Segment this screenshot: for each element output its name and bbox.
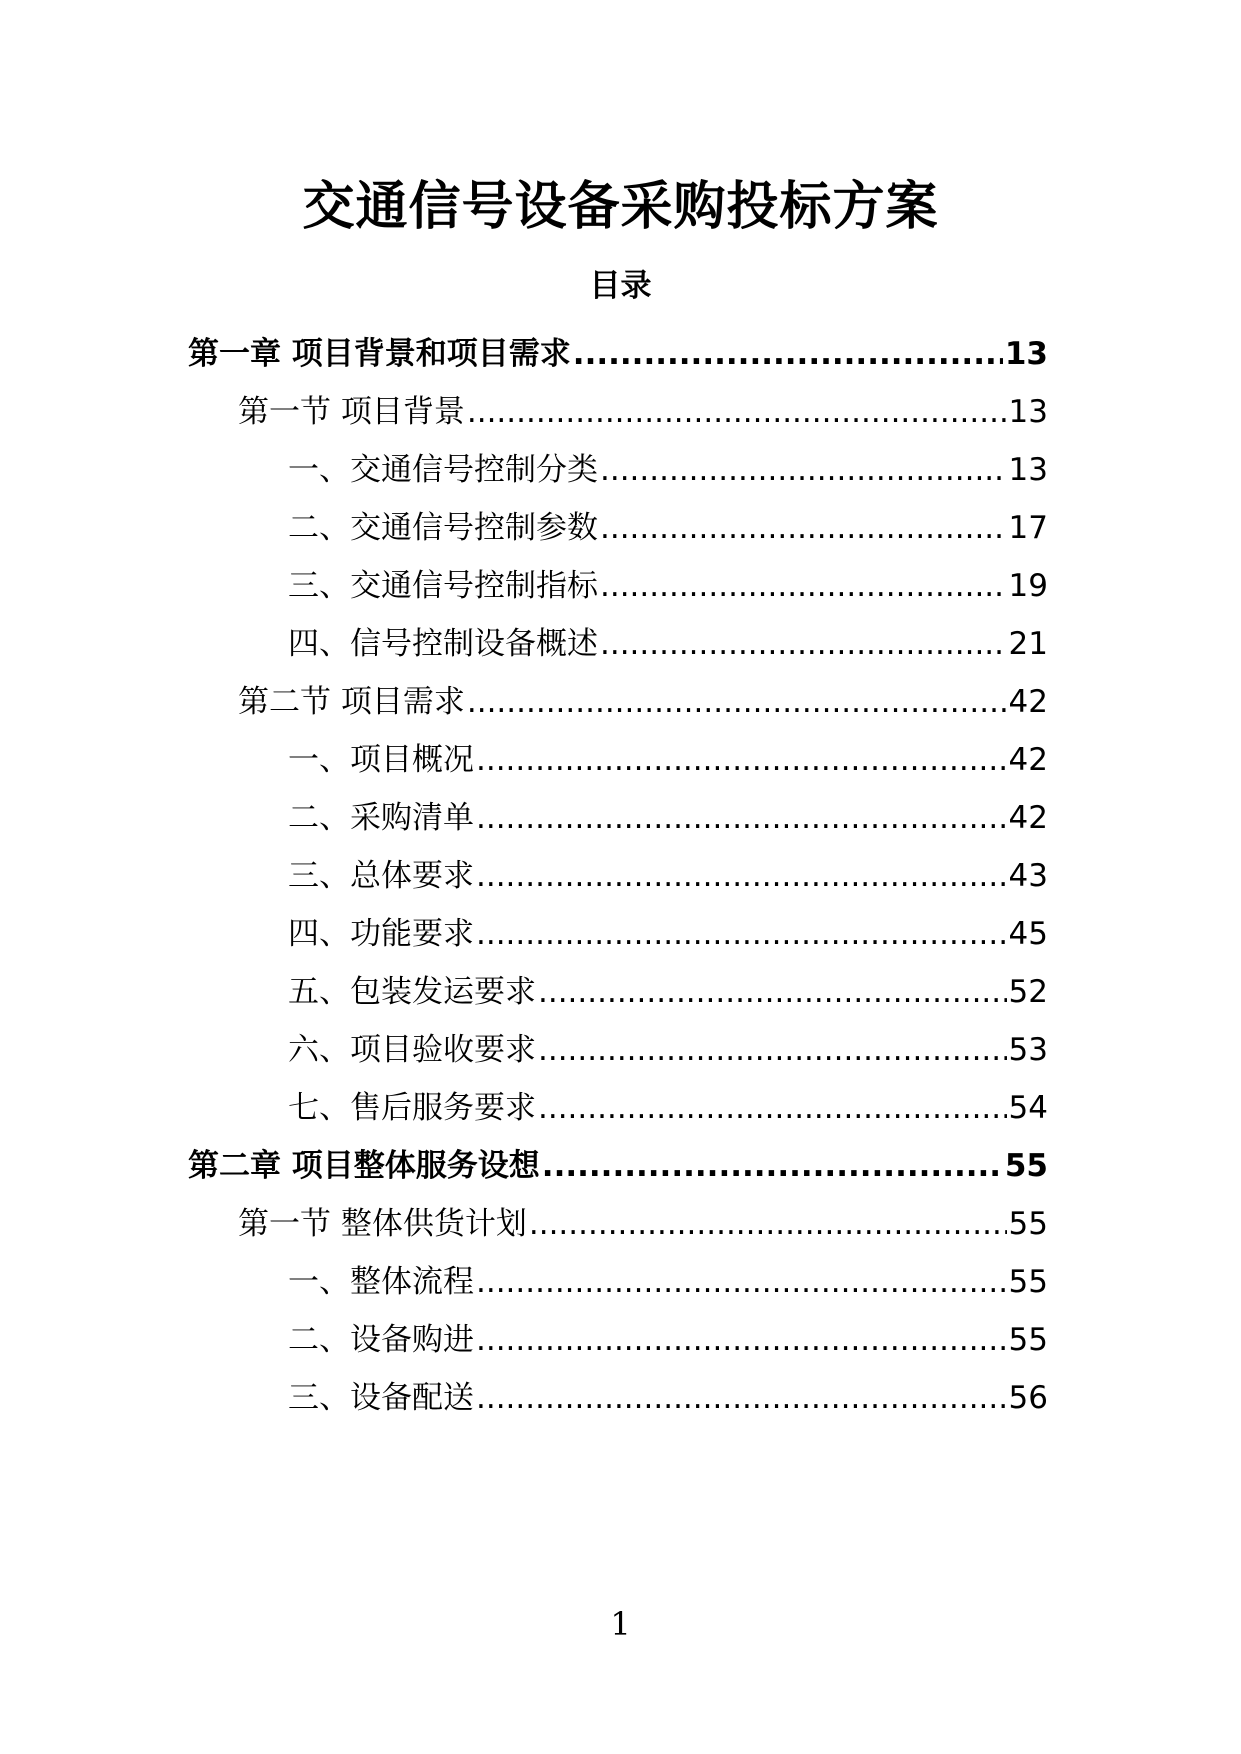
toc-entry-item[interactable] bbox=[288, 796, 1048, 840]
toc-entry-item[interactable] bbox=[288, 448, 1048, 492]
toc-entry-page: 21 bbox=[1008, 626, 1048, 662]
toc-entry-item[interactable] bbox=[288, 1376, 1048, 1420]
toc-dot-leader bbox=[538, 1028, 1007, 1072]
toc-entry-item[interactable] bbox=[288, 738, 1048, 782]
toc-entry-label: 四、信号控制设备概述 bbox=[288, 626, 598, 662]
toc-dot-leader bbox=[476, 1318, 1007, 1362]
toc-entry-page: 52 bbox=[1008, 974, 1048, 1010]
toc-dot-leader bbox=[600, 564, 1007, 608]
toc-entry-label: 三、设备配送 bbox=[288, 1380, 474, 1416]
toc-entry-item[interactable] bbox=[288, 912, 1048, 956]
toc-entry-label: 第二章 项目整体服务设想 bbox=[188, 1148, 540, 1184]
toc-entry-label: 第二节 项目需求 bbox=[238, 684, 465, 720]
page-number: 1 bbox=[610, 1605, 631, 1643]
toc-dot-leader bbox=[600, 506, 1007, 550]
toc-dot-leader bbox=[467, 390, 1007, 434]
toc-entry-page: 54 bbox=[1008, 1090, 1048, 1126]
toc-entry-page: 13 bbox=[1004, 336, 1048, 372]
toc-entry-page: 53 bbox=[1008, 1032, 1048, 1068]
toc-entry-label: 二、设备购进 bbox=[288, 1322, 474, 1358]
toc-dot-leader bbox=[476, 854, 1007, 898]
toc-entry-label: 四、功能要求 bbox=[288, 916, 474, 952]
toc-entry-label: 一、项目概况 bbox=[288, 742, 474, 778]
toc-entry-label: 六、项目验收要求 bbox=[288, 1032, 536, 1068]
toc-entry-item[interactable] bbox=[288, 622, 1048, 666]
toc-entry-item[interactable] bbox=[288, 506, 1048, 550]
toc-entry-page: 42 bbox=[1008, 742, 1048, 778]
toc-dot-leader bbox=[573, 332, 1003, 376]
toc-entry-label: 五、包装发运要求 bbox=[288, 974, 536, 1010]
toc-entry-chapter-2[interactable] bbox=[188, 1144, 1048, 1188]
toc-entry-page: 45 bbox=[1008, 916, 1048, 952]
toc-entry-chapter-1[interactable] bbox=[188, 332, 1048, 376]
toc-entry-label: 二、交通信号控制参数 bbox=[288, 510, 598, 546]
toc-dot-leader bbox=[476, 1260, 1007, 1304]
toc-entry-page: 13 bbox=[1008, 394, 1048, 430]
toc-entry-item[interactable] bbox=[288, 854, 1048, 898]
document-title: 交通信号设备采购投标方案 bbox=[302, 177, 939, 237]
toc-entry-item[interactable] bbox=[288, 564, 1048, 608]
toc-entry-page: 42 bbox=[1008, 684, 1048, 720]
toc-entry-section[interactable] bbox=[238, 1202, 1048, 1246]
toc-entry-label: 七、售后服务要求 bbox=[288, 1090, 536, 1126]
toc-dot-leader bbox=[542, 1144, 1003, 1188]
toc-entry-page: 55 bbox=[1008, 1264, 1048, 1300]
toc-entry-label: 第一节 整体供货计划 bbox=[238, 1206, 527, 1242]
toc-entry-label: 一、交通信号控制分类 bbox=[288, 452, 598, 488]
toc-entry-label: 二、采购清单 bbox=[288, 800, 474, 836]
toc-entry-item[interactable] bbox=[288, 970, 1048, 1014]
toc-dot-leader bbox=[600, 622, 1007, 666]
toc-dot-leader bbox=[538, 970, 1007, 1014]
toc-entry-item[interactable] bbox=[288, 1260, 1048, 1304]
toc-dot-leader bbox=[467, 680, 1007, 724]
toc-entry-page: 56 bbox=[1008, 1380, 1048, 1416]
toc-dot-leader bbox=[600, 448, 1007, 492]
toc-entry-item[interactable] bbox=[288, 1318, 1048, 1362]
toc-entry-item[interactable] bbox=[288, 1086, 1048, 1130]
toc-entry-page: 17 bbox=[1008, 510, 1048, 546]
toc-entry-label: 第一节 项目背景 bbox=[238, 394, 465, 430]
toc-heading: 目录 bbox=[589, 268, 652, 304]
toc-entry-page: 43 bbox=[1008, 858, 1048, 894]
toc-entry-page: 13 bbox=[1008, 452, 1048, 488]
toc-dot-leader bbox=[476, 912, 1007, 956]
toc-entry-page: 42 bbox=[1008, 800, 1048, 836]
toc-entry-label: 一、整体流程 bbox=[288, 1264, 474, 1300]
toc-dot-leader bbox=[529, 1202, 1007, 1246]
toc-entry-label: 三、交通信号控制指标 bbox=[288, 568, 598, 604]
toc-entry-page: 55 bbox=[1008, 1206, 1048, 1242]
toc-dot-leader bbox=[476, 796, 1007, 840]
toc-entry-label: 三、总体要求 bbox=[288, 858, 474, 894]
toc-entry-page: 55 bbox=[1008, 1322, 1048, 1358]
toc-dot-leader bbox=[538, 1086, 1007, 1130]
toc-dot-leader bbox=[476, 1376, 1007, 1420]
toc-entry-section[interactable] bbox=[238, 390, 1048, 434]
toc-entry-page: 19 bbox=[1008, 568, 1048, 604]
toc-entry-item[interactable] bbox=[288, 1028, 1048, 1072]
toc-entry-label: 第一章 项目背景和项目需求 bbox=[188, 336, 571, 372]
toc-dot-leader bbox=[476, 738, 1007, 782]
toc-entry-section[interactable] bbox=[238, 680, 1048, 724]
toc-entry-page: 55 bbox=[1004, 1148, 1048, 1184]
